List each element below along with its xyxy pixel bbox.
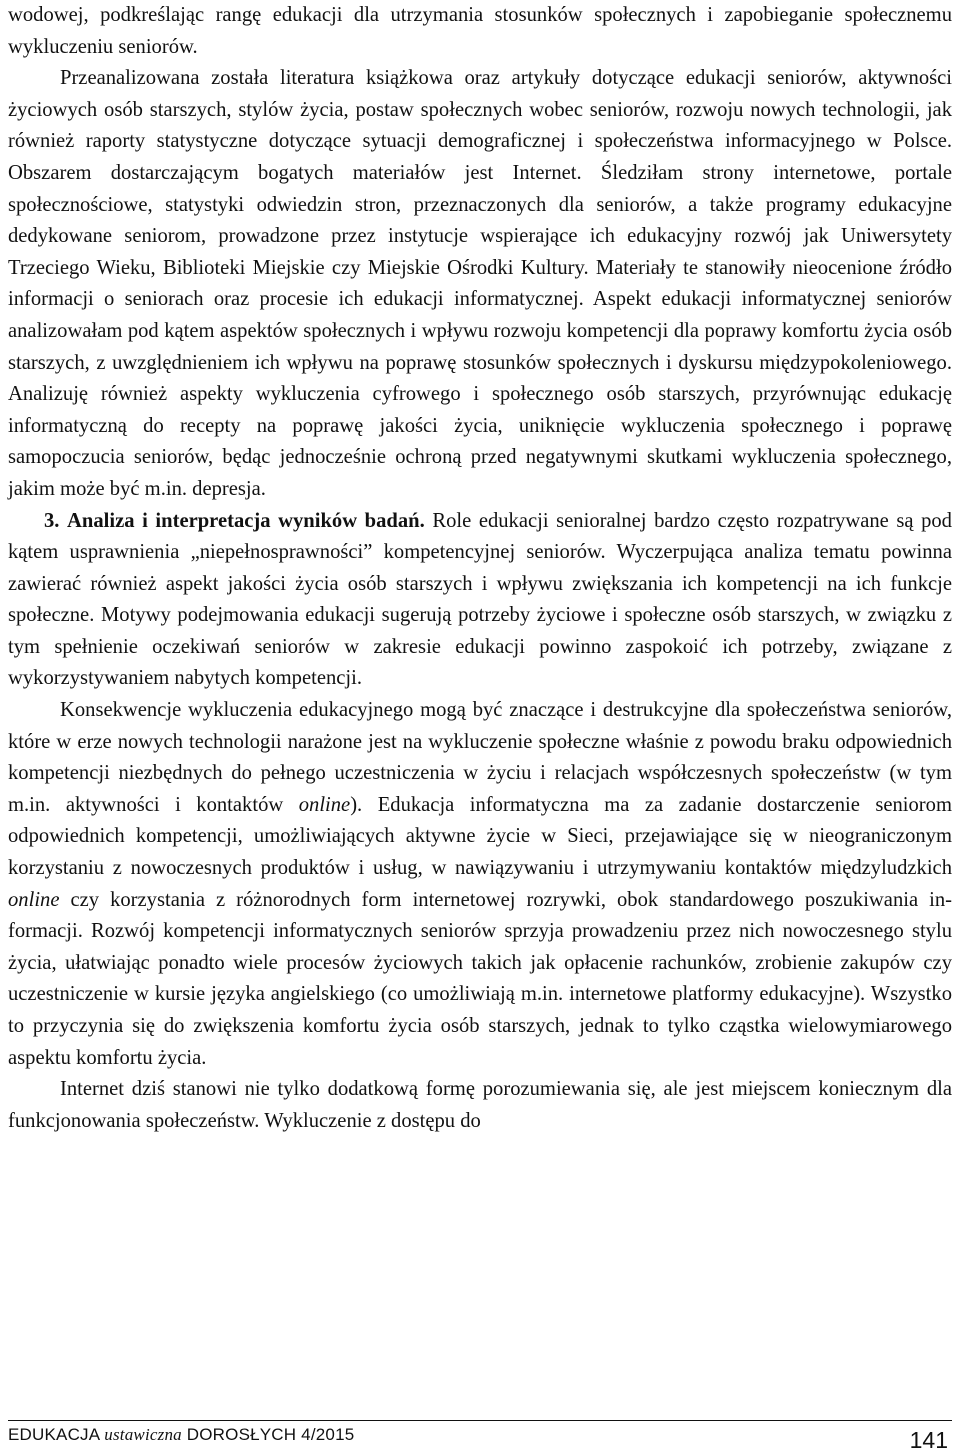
paragraph-section-3 (8, 506, 952, 696)
paragraph-continuation: wodowej, podkreślając rangę edukacji dla utrzymania stosunków społecznych i zapobieganie społecznemu wykluczeniu seniorów. (8, 4, 952, 58)
journal-issue: DOROSŁYCH 4/2015 (181, 1425, 355, 1444)
page-number: 141 (909, 1427, 948, 1453)
section-heading: Analiza i interpretacja wyników badań. (67, 509, 425, 532)
section-3-text: Role edukacji senioralnej bardzo często rozpatrywane są pod kątem usprawnienia „niepełnosprawności” kompetencyjnej seniorów. Wyczerpująca analiza tematu powinna zawierać również aspekt jakości życia osób starszych i wpływu zwiększania ich kompetencji na ich funkcje społeczne. Motywy podejmowania edukacji sugerują potrzeby życiowe i społeczne osób starszych, w związku z tym spełnienie oczekiwań seniorów w zakresie edukacji powinno zaspokoić ich potrzeby, związane z wykorzystywaniem nabytych kompetencji. (8, 509, 952, 690)
paragraph-consequences (8, 695, 952, 1074)
page-footer (8, 1420, 952, 1451)
journal-title-italic: ustawiczna (104, 1425, 182, 1444)
italic-term: online (8, 888, 60, 911)
paragraph-methods: Przeanalizowana została literatura książkowa oraz artykuły dotyczące edukacji seniorów, aktywności życiowych osób starszych, stylów życia, postaw społecznych wobec seniorów, rozwoju nowych technologii, jak również raporty statystyczne dotyczące sytuacji demograficznej i społeczeństwa informacyjnego w Polsce. Obszarem dostarczającym bogatych materiałów jest Internet. Śledziłam strony internetowe, portale społecznościowe, statystyki odwiedzin stron, przeznaczonych dla seniorów, a także programy edukacyjne dedykowane seniorom, prowadzone przez instytucje wspierające ich edukacyjny rozwój jak Uniwersytety Trzeciego Wieku, Biblioteki Miejskie czy Miejskie Ośrodki Kultury. Materiały te stanowiły nieocenione źródło informacji o seniorach oraz procesie ich edukacji informatycznej. Aspekt edukacji informatycznej seniorów analizowałam pod kątem aspektów społecznych i wpływu rozwoju kompetencji dla poprawy komfortu życia osób starszych, z uwzględnieniem ich wpływu na poprawę stosunków społecznych i dyskursu międzypokoleniowego. Analizuję również aspekty wykluczenia cyfrowego i społecznego osób starszych, przyrównując edukację informatyczną do recepty na poprawę jakości życia, uniknięcie wykluczenia społecznego i poprawę samopoczucia seniorów, będąc jednocześnie ochroną przed negatywnymi skutkami wykluczenia społecznego, jakim może być m.in. depresja. (8, 67, 952, 500)
document-body (8, 0, 952, 1137)
paragraph-intro (8, 0, 952, 506)
text-run: ). Edukacja informatyczna ma za zadanie dostarczenie seniorom odpowiednich kompetencji, umożliwiających aktywne życie w Sieci, przejawiające się w nieograniczonym korzystaniu z nowoczesnych produktów i usług, w nawiązywaniu i utrzymywaniu kontaktów międzyludzkich (8, 793, 952, 880)
text-run: Konsekwencje wykluczenia edukacyjnego mogą być znaczące i destrukcyjne dla społeczeństwa seniorów, które w erze nowych technologii narażone jest na wykluczenie społeczne właśnie z powodu braku odpowiednich kompetencji niezbędnych do pełnego uczestniczenia w życiu i relacjach współczesnych społeczeństw (w tym m.in. aktywności i kontaktów (8, 699, 952, 816)
text-run: czy korzystania z różnorodnych form internetowej rozrywki, obok standardowego poszukiwania informacji. Rozwój kompetencji informatycznych seniorów sprzyja prowadzeniu przez nich nowoczesnego stylu życia, ułatwiając ponadto wiele procesów życiowych takich jak opłacenie rachunków, zrobienie zakupów czy uczestniczenie w kursie języka angielskiego (co umożliwiają m.in. internetowe platformy edukacyjne). Wszystko to przyczynia się do zwiększenia komfortu życia osób starszych, jednak to tylko cząstka wielowymiarowego aspektu komfortu życia. (8, 888, 952, 1069)
paragraph-internet: Internet dziś stanowi nie tylko dodatkową formę porozumiewania się, ale jest miejscem koniecznym dla funkcjonowania społeczeństw. Wykluczenie z dostępu do (8, 1078, 952, 1132)
journal-title (8, 1425, 354, 1445)
italic-term: online (298, 793, 351, 816)
journal-title-part: EDUKACJA (8, 1425, 105, 1444)
section-number: 3. (44, 509, 60, 532)
